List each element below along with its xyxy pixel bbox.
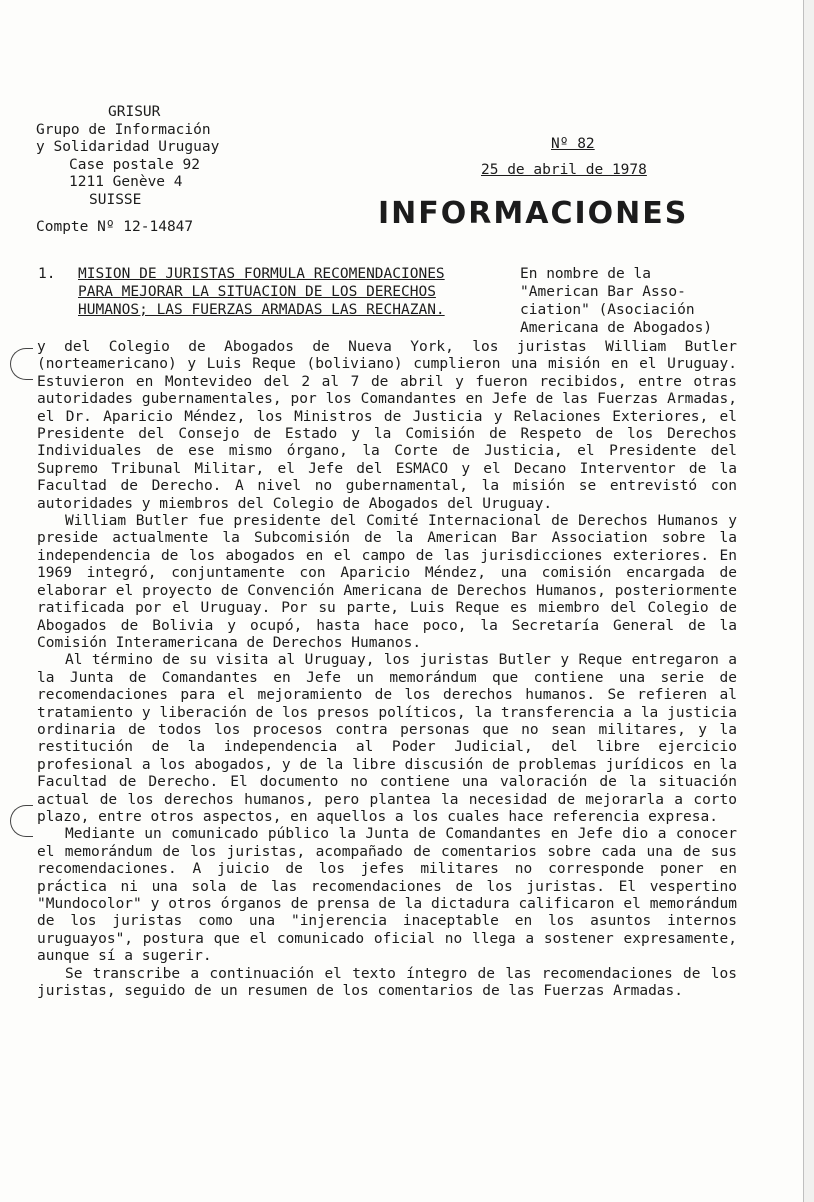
- punch-hole-bottom: [10, 805, 33, 837]
- paragraph-5: Se transcribe a continuación el texto íntegro de las recomendaciones de los juristas, seguido de un resumen de los comentarios de las Fuerzas Armadas.: [37, 965, 737, 1000]
- paragraph-2: William Butler fue presidente del Comité Internacional de Derechos Humanos y preside actualmente la Subcomisión de la American Bar Association sobre la independencia de los abogados en el campo de las jurisdicciones exteriores. En 1969 integró, conjuntamente con Aparicio Méndez, una comisión encargada de elaborar el proyecto de Convención Americana de Derechos Humanos, posteriormente ratificada por el Uruguay. Por su parte, Luis Reque es miembro del Colegio de Abogados de Bolivia y ocupó, hasta hace poco, la Secretaría General de la Comisión Interamericana de Derechos Humanos.: [37, 513, 737, 651]
- article-number: 1.: [38, 266, 56, 282]
- article-lead: [520, 265, 780, 337]
- org-full-name-2: y Solidaridad Uruguay: [36, 139, 220, 155]
- headline-line-2: PARA MEJORAR LA SITUACION DE LOS DERECHOS: [78, 284, 436, 300]
- headline-line-3: HUMANOS; LAS FUERZAS ARMADAS LAS RECHAZAN.: [78, 302, 445, 318]
- headline-line-1: MISION DE JURISTAS FORMULA RECOMENDACIONES: [78, 266, 445, 282]
- lead-line-1: En nombre de la: [520, 266, 651, 282]
- org-name: GRISUR: [108, 104, 161, 120]
- org-full-name-1: Grupo de Información: [36, 121, 211, 138]
- masthead-title: INFORMACIONES: [378, 196, 689, 231]
- page-edge: [803, 0, 804, 1202]
- lead-line-3: ciation" (Asociación: [520, 302, 695, 318]
- paragraph-3: Al término de su visita al Uruguay, los juristas Butler y Reque entregaron a la Junta de Comandantes en Jefe un memorándum que contiene una serie de recomendaciones para el mejoramiento de los derechos humanos. Se refieren al tratamiento y liberación de los presos políticos, la transferencia a la justicia ordinaria de todos los procesos contra personas que no sean militares, y la restitución de la independencia al Poder Judicial, del libre ejercicio profesional a los abogados, y de la libre discusión de problemas jurídicos en la Facultad de Derecho. El documento no contiene una valoración de la situación actual de los derechos humanos, pero plantea la necesidad de mejorarla a corto plazo, entre otros aspectos, en aquellos a los cuales hace referencia expresa.: [37, 652, 737, 825]
- org-address-2: 1211 Genève 4: [69, 174, 183, 190]
- paragraph-1: y del Colegio de Abogados de Nueva York, los juristas William Butler (norteamericano) y Luis Reque (boliviano) cumplieron una misión en el Uruguay. Estuvieron en Montevideo del 2 al 7 de abril y fueron recibidos, entre otras autoridades gubernamentales, por los Comandantes en Jefe de las Fuerzas Armadas, el Dr. Aparicio Méndez, los Ministros de Justicia y Relaciones Exteriores, el Presidente del Consejo de Estado y la Comisión de Respeto de los Derechos Individuales de ese mismo órgano, la Corte de Justicia, el Presidente del Supremo Tribunal Militar, el Jefe del ESMACO y el Decano Interventor de la Facultad de Derecho. A nivel no gubernamental, la misión se entrevistó con autoridades y miembros del Colegio de Abogados del Uruguay.: [37, 339, 737, 512]
- org-country: SUISSE: [89, 191, 142, 208]
- paragraph-4: Mediante un comunicado público la Junta de Comandantes en Jefe dio a conocer el memorándum de los juristas, acompañado de comentarios sobre cada una de sus recomendaciones. A juicio de los jefes militares no corresponde poner en práctica ni una sola de las recomendaciones de los juristas. El vespertino "Mundocolor" y otros órganos de prensa de la dictadura calificaron el memorándum de los juristas como una "injerencia inaceptable en los asuntos internos uruguayos", postura que el comunicado oficial no llega a sostener expresamente, aunque sí a sugerir.: [37, 826, 737, 965]
- article-body: [37, 339, 737, 1000]
- sender-block: [36, 104, 266, 237]
- org-account: Compte Nº 12-14847: [36, 219, 194, 235]
- issue-number: Nº 82: [551, 136, 595, 152]
- org-address-1: Case postale 92: [69, 156, 200, 173]
- page-edge-shadow: [804, 0, 814, 1202]
- lead-line-2: "American Bar Asso-: [520, 284, 686, 300]
- issue-block: [481, 131, 681, 183]
- lead-line-4: Americana de Abogados): [520, 320, 713, 336]
- issue-date: 25 de abril de 1978: [481, 162, 647, 178]
- article-headline: [38, 265, 518, 319]
- punch-hole-top: [10, 348, 33, 380]
